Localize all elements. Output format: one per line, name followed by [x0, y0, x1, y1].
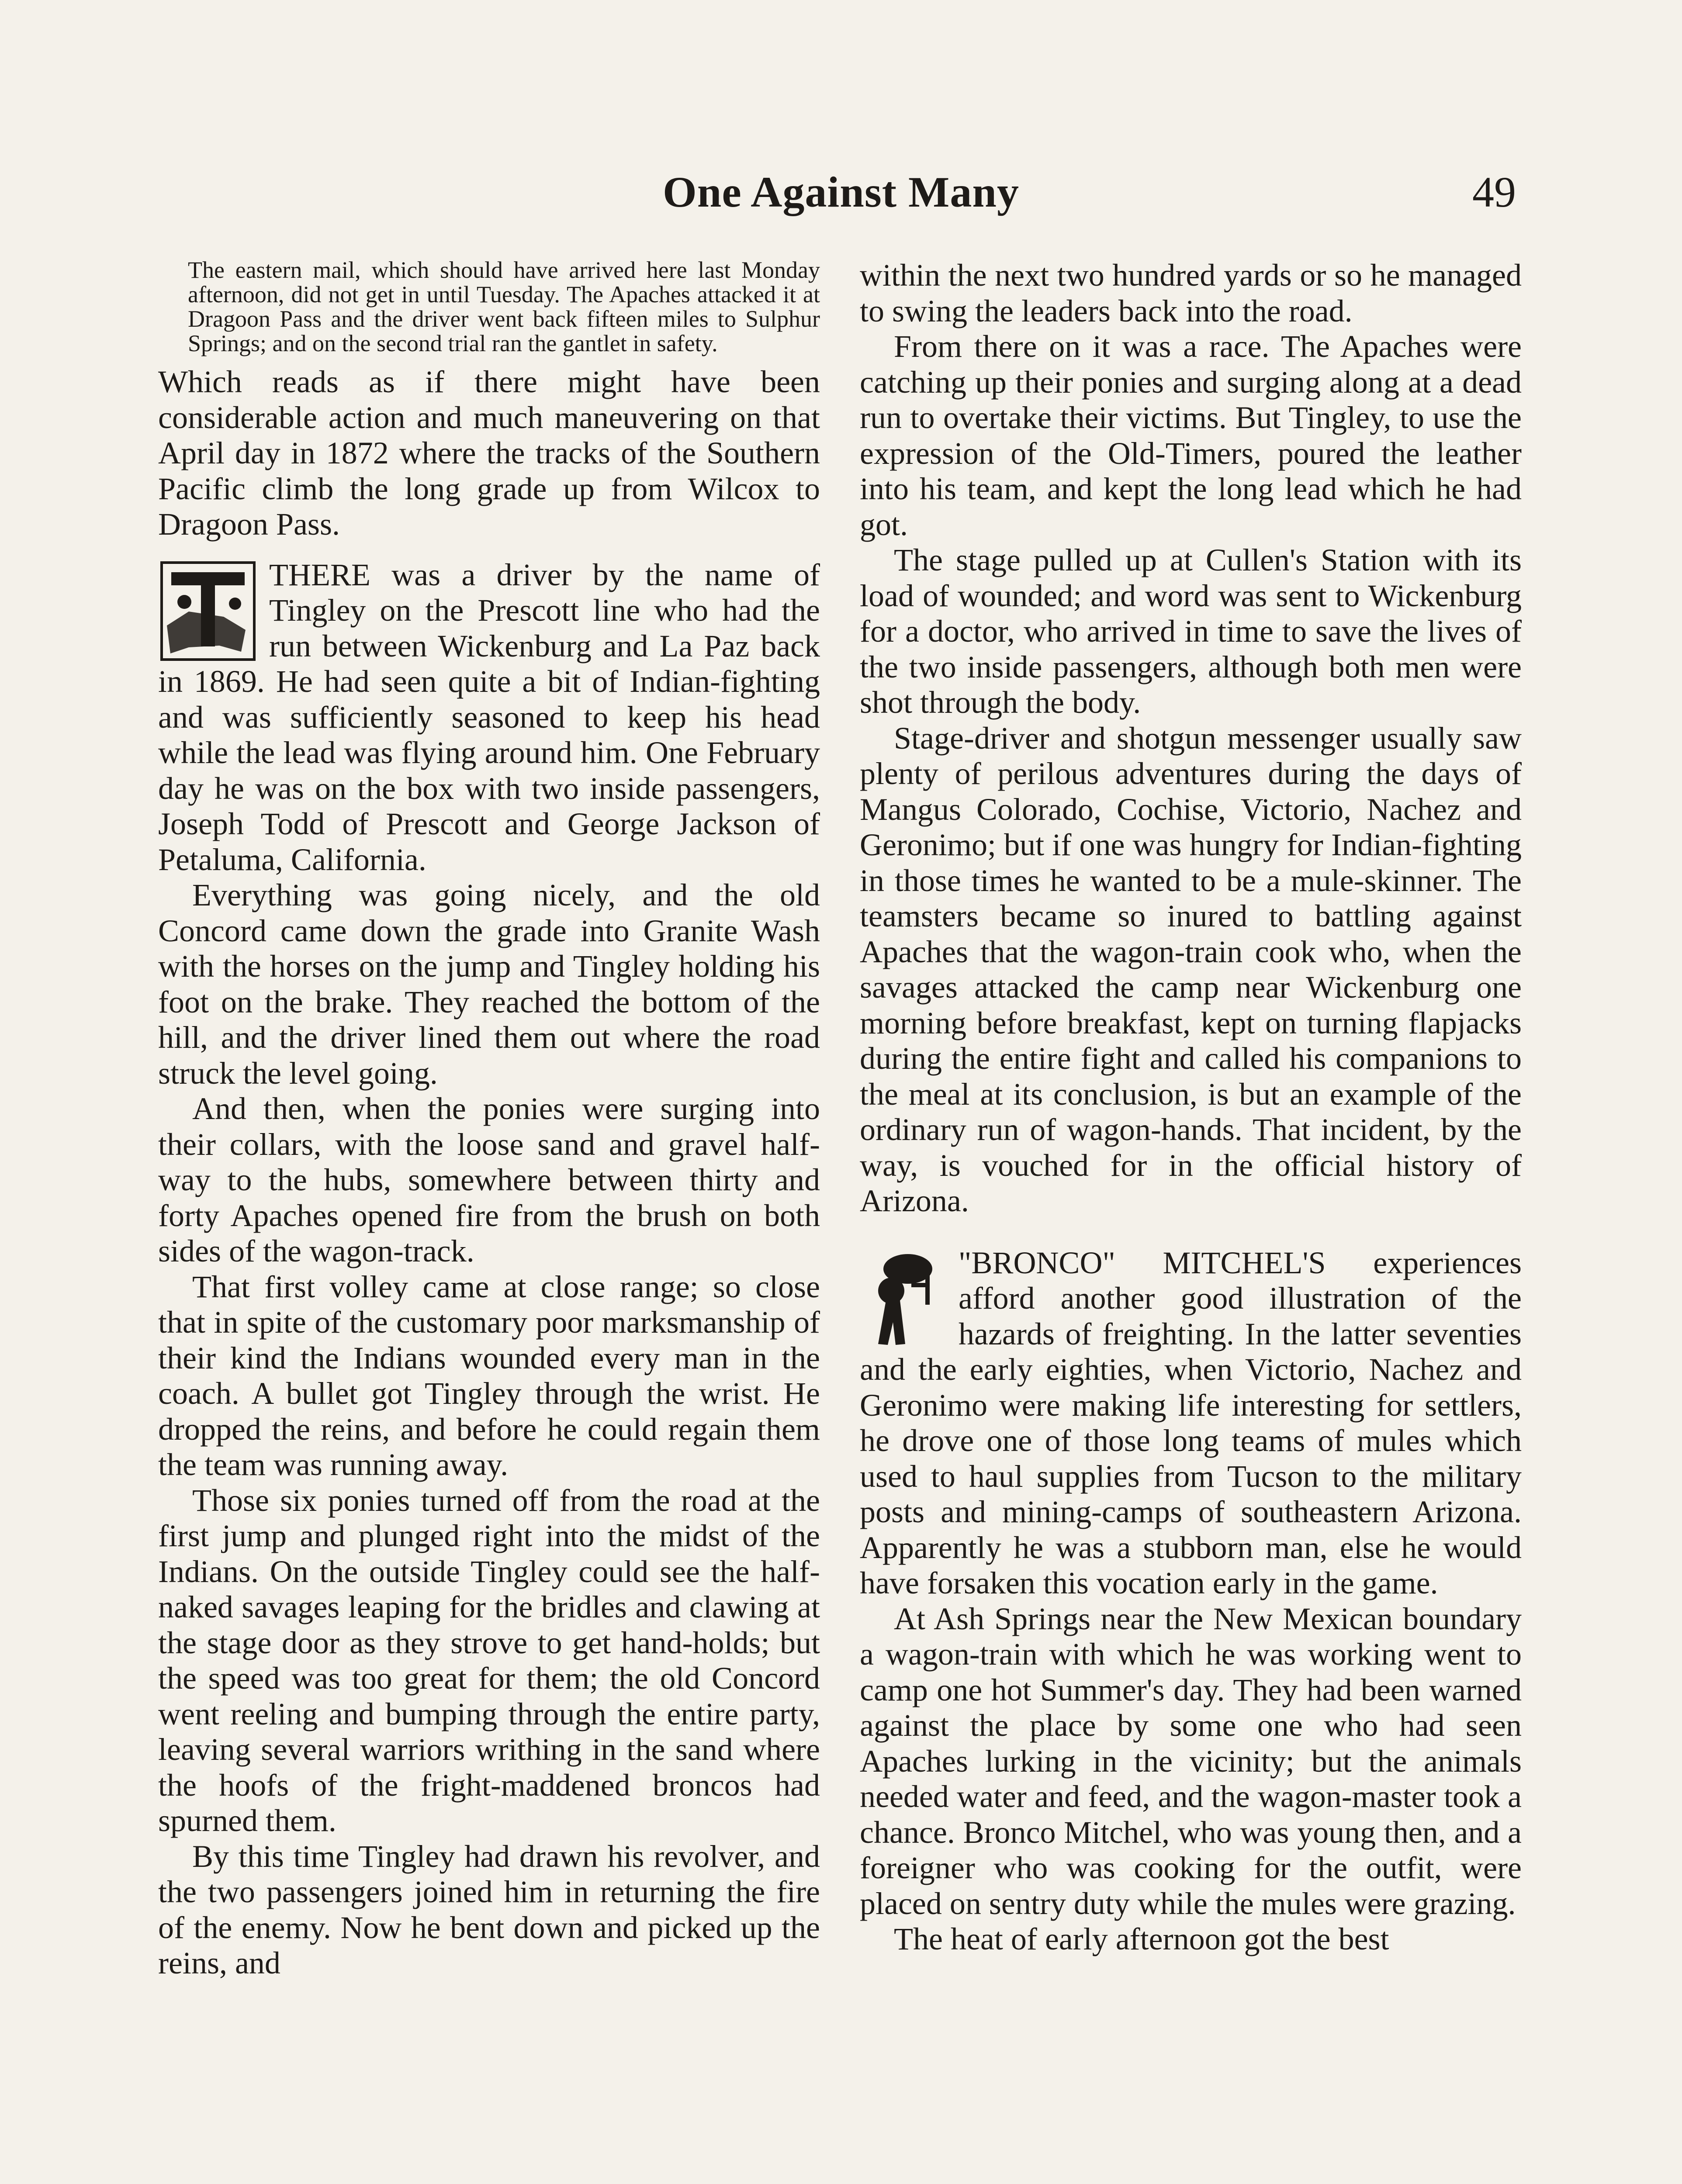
paragraph: Which reads as if there might have been considerable action and much maneuvering on that April day in 1872 where the tracks of the Southern Pacific climb the long grade up from Wilcox to Dragoon Pass. [158, 364, 820, 542]
apache-figure-illustration-icon [860, 1248, 947, 1348]
paragraph: And then, when the ponies were surging into their collars, with the loose sand and gravel half-way to the hubs, somewhere between thirty and forty Apaches opened fire from the brush on both sides of the wagon-track. [158, 1091, 820, 1268]
paragraph: From there on it was a race. The Apaches were catching up their ponies and surging along at a dead run to overtake their victims. But Tingley, to use the expression of the Old-Timers, poured the leather into his team, and kept the long lead which he had got. [860, 329, 1522, 542]
paragraph: The heat of early afternoon got the best [894, 1921, 1389, 1956]
horse-and-rider-illustration-icon [158, 560, 258, 662]
paragraph: Stage-driver and shotgun messenger usually saw plenty of perilous adventures during the days of Mangus Colorado, Cochise, Victorio, Nachez and Geronimo; but if one was hungry for Indian-fighting in those times he wanted to be a mule-skinner. The teamsters became so inured to battling against Apaches that the wagon-train cook who, when the savages attacked the camp near Wickenburg one morning before breakfast, kept on turning flapjacks during the entire fight and called his companions to the meal at its conclusion, is but an example of the ordinary run of wagon-hands. That incident, by the way, is vouched for in the official history of Arizona. [860, 720, 1522, 1218]
paragraph: "BRONCO" MITCHEL'S experiences afford another good illustration of the hazards of freighting. In the latter seventies and the early eighties, when Victorio, Nachez and Geronimo were making life interesting for settlers, he drove one of those long teams of mules which used to haul supplies from Tucson to the military posts and mining-camps of southeastern Arizona. Apparently he was a stubborn man, else he would have forsaken this vocation early in the game. [860, 1245, 1522, 1600]
paragraph: within the next two hundred yards or so he managed to swing the leaders back into the road. [860, 258, 1522, 328]
paragraph: By this time Tingley had drawn his revolver, and the two passengers joined him in returning the fire of the enemy. Now he bent down and picked up the reins, and [158, 1838, 820, 1980]
running-header-title: One Against Many [662, 168, 1020, 216]
left-column [158, 258, 820, 1981]
page-number: 49 [1472, 168, 1516, 216]
paragraph: THERE was a driver by the name of Tingley on the Prescott line who had the run between Wickenburg and La Paz back in 1869. He had seen quite a bit of Indian-fighting and was sufficiently seasoned to keep his head while the lead was flying around him. One February day he was on the box with two inside passengers, Joseph Todd of Prescott and George Jackson of Petaluma, California. [158, 557, 820, 877]
newspaper-quote: The eastern mail, which should have arrived here last Monday afternoon, did not get in until Tuesday. The Apaches attacked it at Dragoon Pass and the driver went back fifteen miles to Sulphur Springs; and on the second trial ran the gantlet in safety. [188, 257, 820, 356]
paragraph: At Ash Springs near the New Mexican boundary a wagon-train with which he was working went to camp one hot Summer's day. They had been warned against the place by some one who had seen Apaches lurking in the vicinity; but the animals needed water and feed, and the wagon-master took a chance. Bronco Mitchel, who was young then, and a foreigner who was cooking for the outfit, were placed on sentry duty while the mules were grazing. [860, 1601, 1522, 1921]
right-column [860, 258, 1522, 1957]
paragraph: Everything was going nicely, and the old Concord came down the grade into Granite Wash with the horses on the jump and Tingley holding his foot on the brake. They reached the bottom of the hill, and the driver lined them out where the road struck the level going. [158, 878, 820, 1091]
paragraph: Those six ponies turned off from the road at the first jump and plunged right into the midst of the Indians. On the outside Tingley could see the half-naked savages leaping for the bridles and clawing at the stage door as they strove to get hand-holds; but the speed was too great for them; the old Concord went reeling and bumping through the entire party, leaving several warriors writhing in the sand where the hoofs of the fright-maddened broncos had spurned them. [158, 1482, 820, 1838]
paragraph: That first volley came at close range; so close that in spite of the customary poor marksmanship of their kind the Indians wounded every man in the coach. A bullet got Tingley through the wrist. He dropped the reins, and before he could regain them the team was running away. [158, 1269, 820, 1482]
paragraph: The stage pulled up at Cullen's Station with its load of wounded; and word was sent to Wickenburg for a doctor, who arrived in time to save the lives of the two inside passengers, although both men were shot through the body. [860, 543, 1522, 720]
